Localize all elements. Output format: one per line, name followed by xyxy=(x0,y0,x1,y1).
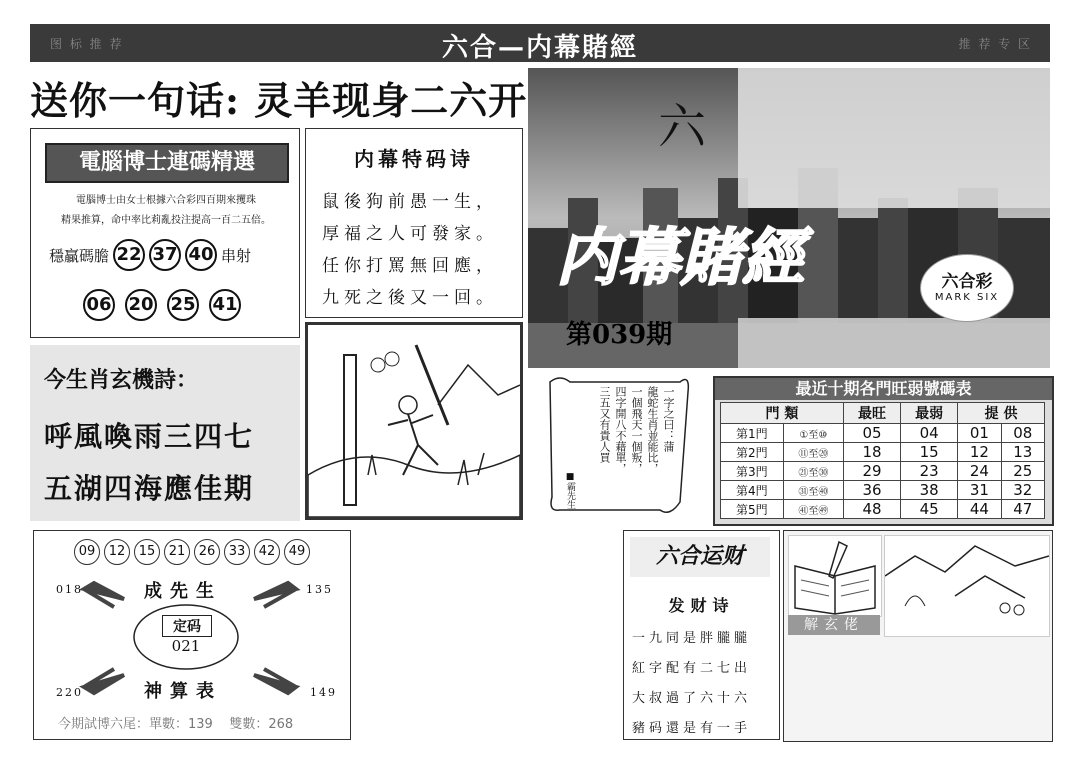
illustration-box xyxy=(305,322,523,520)
corner-number: 018 xyxy=(56,583,83,596)
min-cell: 38 xyxy=(901,481,958,500)
book-illustration xyxy=(788,535,882,617)
max-cell: 29 xyxy=(843,462,900,481)
poem-line: 厚福之人可發家。 xyxy=(322,224,498,244)
caption-badge: 解玄佬 xyxy=(788,615,880,635)
header-cell: 最旺 xyxy=(843,403,900,424)
min-cell: 45 xyxy=(901,500,958,519)
table-row xyxy=(721,500,1045,519)
poem-title: 内幕特码诗 xyxy=(354,147,474,171)
min-cell: 23 xyxy=(901,462,958,481)
gate-table-header xyxy=(721,403,1045,424)
footer-text: 今期試博六尾：單數：139 雙數：268 xyxy=(58,717,294,732)
doctor-prefix: 穩贏碼膽 xyxy=(49,246,110,265)
extra-number-row xyxy=(83,289,241,321)
mark-six-logo xyxy=(920,254,1014,322)
main-number-ball: 40 xyxy=(185,239,217,271)
mystic-line-2: 五湖四海應佳期 xyxy=(44,472,255,505)
provide-cell: 24 xyxy=(958,462,1001,481)
scroll-line: 一個飛天一個叛， xyxy=(630,386,643,474)
center-title: 定码 xyxy=(162,615,212,637)
range-cell: ㊶至㊾ xyxy=(783,500,843,519)
min-cell: 15 xyxy=(901,443,958,462)
logo-top-text: 六合彩 xyxy=(941,272,993,292)
poem-line: 任你打罵無回應， xyxy=(322,256,498,276)
banner-big-title: 内幕賭經 xyxy=(556,221,805,294)
range-cell: ⑪至⑳ xyxy=(783,443,843,462)
fortune-box xyxy=(623,530,780,740)
provide-cell: 01 xyxy=(958,424,1001,443)
number-ball: 26 xyxy=(194,539,220,565)
number-ball: 15 xyxy=(134,539,160,565)
header-left-faded: 图 标 推 荐 xyxy=(50,37,124,51)
provide-cell: 44 xyxy=(958,500,1001,519)
doctor-box xyxy=(30,128,300,338)
max-cell: 36 xyxy=(843,481,900,500)
corner-number: 149 xyxy=(310,686,337,699)
poem-line: 鼠後狗前愚一生， xyxy=(322,192,498,212)
city-banner xyxy=(528,68,1050,368)
mountain-illustration xyxy=(884,535,1050,637)
doctor-suffix: 串射 xyxy=(221,246,252,265)
number-ball: 42 xyxy=(254,539,280,565)
gate-cell: 第2門 xyxy=(721,443,784,462)
shensuan-box xyxy=(33,530,351,740)
corner-number: 135 xyxy=(306,583,333,596)
banner-six-char: 六 xyxy=(658,99,707,155)
doctor-desc-1: 電腦博士由女士根據六合彩四百期來攫珠 xyxy=(76,195,256,206)
corner-number: 220 xyxy=(56,686,83,699)
poem-box xyxy=(305,128,523,318)
gate-cell: 第4門 xyxy=(721,481,784,500)
provide-cell: 47 xyxy=(1001,500,1044,519)
table-row xyxy=(721,481,1045,500)
number-ball: 49 xyxy=(284,539,310,565)
range-cell: ㉛至㊵ xyxy=(783,481,843,500)
gate-cell: 第3門 xyxy=(721,462,784,481)
book-box xyxy=(783,530,1053,742)
provide-cell: 32 xyxy=(1001,481,1044,500)
gate-cell: 第5門 xyxy=(721,500,784,519)
fortune-title: 发财诗 xyxy=(668,596,735,615)
table-row xyxy=(721,424,1045,443)
header-cell: 門 類 xyxy=(721,403,844,424)
gate-table xyxy=(720,402,1045,519)
number-ball: 12 xyxy=(104,539,130,565)
scroll-signature: ■霸先生 xyxy=(565,472,575,509)
mystic-title: 今生肖玄機詩： xyxy=(44,368,199,393)
table-row xyxy=(721,443,1045,462)
farmer-illustration xyxy=(308,325,520,517)
provide-cell: 08 xyxy=(1001,424,1044,443)
extra-number-ball: 06 xyxy=(83,289,115,321)
scroll-text xyxy=(568,386,676,496)
header-cell: 提 供 xyxy=(958,403,1045,424)
page-title: 六合—内幕賭經 xyxy=(441,33,638,63)
fortune-line: 紅字配有二七出 xyxy=(632,661,752,676)
center-value: 021 xyxy=(171,637,201,655)
doctor-title: 電腦博士連碼精選 xyxy=(45,143,289,183)
scroll-line: 龍蛇生肖並能比， xyxy=(646,386,659,474)
main-number-row xyxy=(49,239,299,271)
header-right-faded: 推 荐 专 区 xyxy=(958,37,1032,51)
main-number-ball: 37 xyxy=(149,239,181,271)
banner-issue: 第039期 xyxy=(566,320,673,350)
poem-line: 九死之後又一回。 xyxy=(322,288,498,308)
fortune-line: 一九同是胖朧朧 xyxy=(632,631,752,646)
headline: 送你一句话: 灵羊现身二六开 xyxy=(30,78,528,123)
fortune-line: 豬码還是有一手 xyxy=(632,721,752,736)
min-cell: 04 xyxy=(901,424,958,443)
scroll-line: 三五又有貴人買 xyxy=(598,386,611,463)
table-row xyxy=(721,462,1045,481)
mystic-box xyxy=(30,345,300,521)
provide-cell: 25 xyxy=(1001,462,1044,481)
scroll-box xyxy=(540,372,695,522)
extra-number-ball: 25 xyxy=(167,289,199,321)
number-ball: 21 xyxy=(164,539,190,565)
header-cell: 最弱 xyxy=(901,403,958,424)
provide-cell: 13 xyxy=(1001,443,1044,462)
top-label: 成先生 xyxy=(144,581,222,602)
provide-cell: 31 xyxy=(958,481,1001,500)
fortune-line: 大叔過了六十六 xyxy=(632,691,752,706)
extra-number-ball: 41 xyxy=(209,289,241,321)
max-cell: 05 xyxy=(843,424,900,443)
extra-number-ball: 20 xyxy=(125,289,157,321)
gate-cell: 第1門 xyxy=(721,424,784,443)
fortune-logo: 六合运财 xyxy=(630,537,770,577)
gate-table-title: 最近十期各門旺弱號碼表 xyxy=(715,378,1052,400)
number-ball: 09 xyxy=(74,539,100,565)
bottom-label: 神算表 xyxy=(144,681,222,702)
logo-bottom-text: MARK SIX xyxy=(934,292,1000,303)
main-number-ball: 22 xyxy=(113,239,145,271)
provide-cell: 12 xyxy=(958,443,1001,462)
mystic-line-1: 呼風喚雨三四七 xyxy=(44,420,255,453)
doctor-desc-2: 精果推算，命中率比莉亂投注提高一百二五倍。 xyxy=(61,215,271,226)
max-cell: 48 xyxy=(843,500,900,519)
range-cell: ①至⑩ xyxy=(783,424,843,443)
scroll-line: 一字之曰：蒲 xyxy=(662,386,675,452)
number-ball: 33 xyxy=(224,539,250,565)
max-cell: 18 xyxy=(843,443,900,462)
range-cell: ㉑至㉚ xyxy=(783,462,843,481)
header-bar xyxy=(30,24,1050,62)
scroll-line: 四字開八不藉單， xyxy=(614,386,627,474)
gate-table-box xyxy=(713,376,1054,526)
